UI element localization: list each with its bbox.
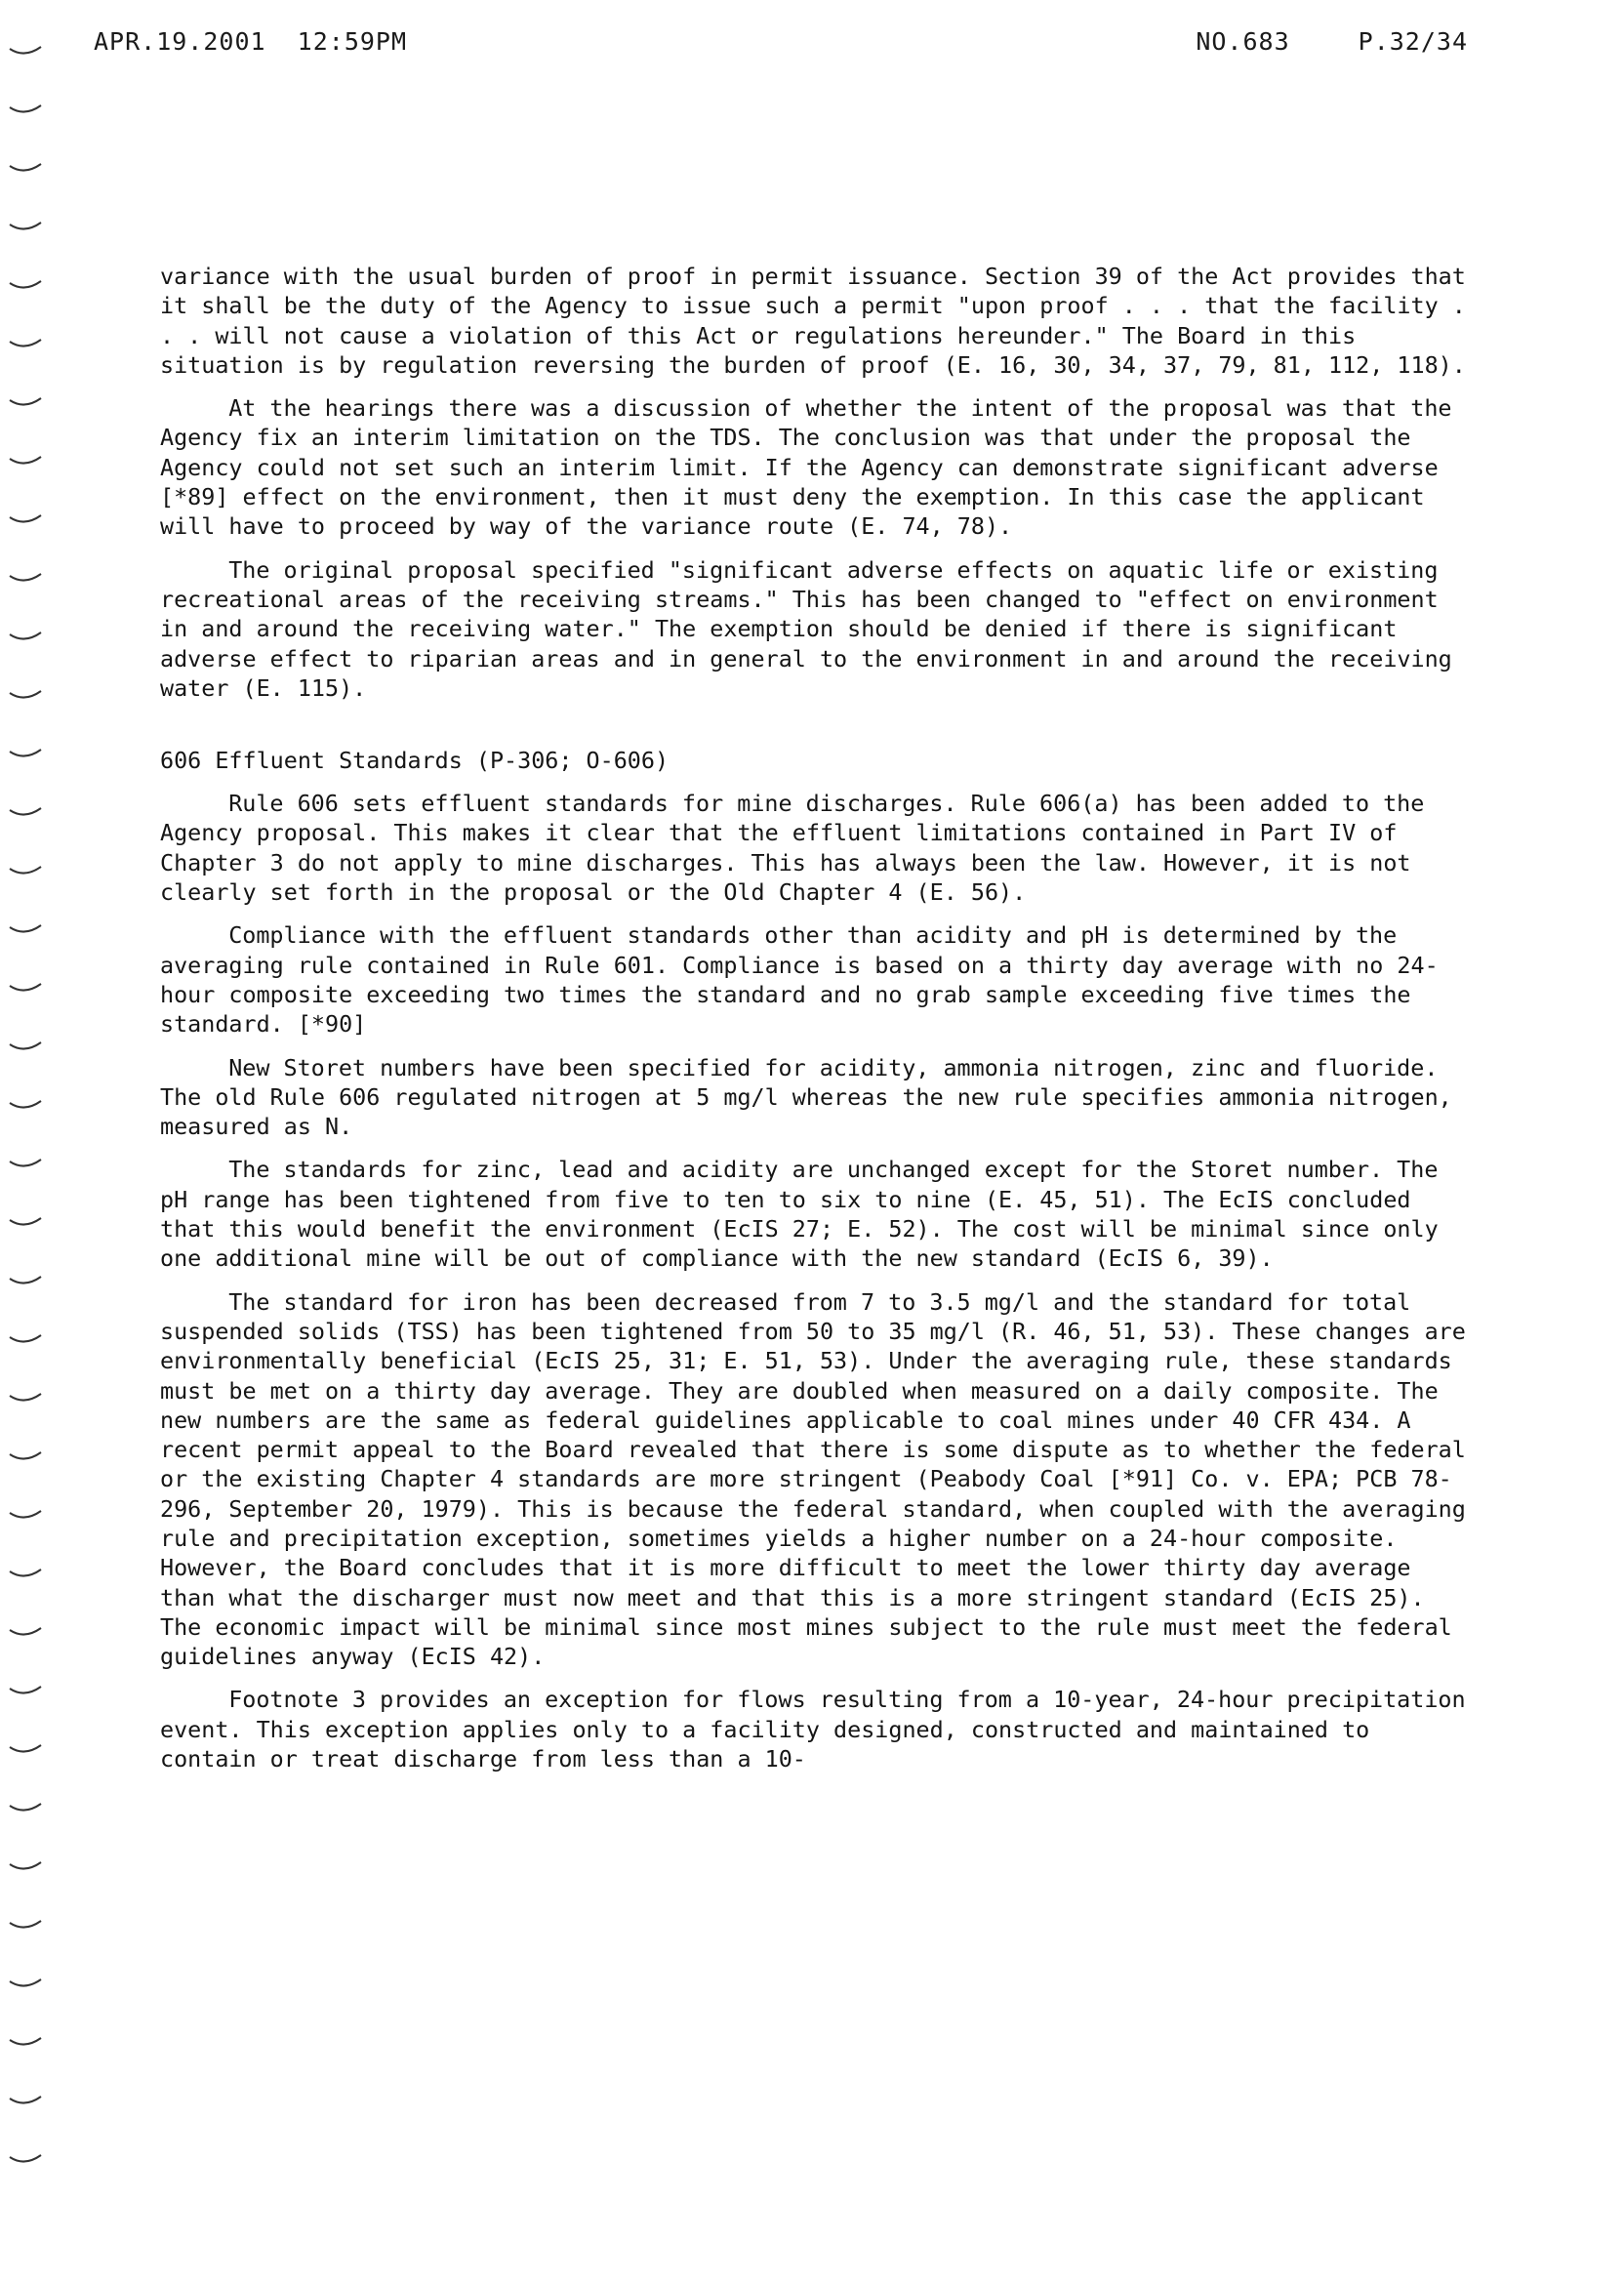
edge-mark (10, 632, 41, 639)
fax-page-info (1196, 27, 1468, 56)
binding-edge-marks (0, 29, 59, 2225)
edge-mark (10, 1218, 41, 1225)
edge-mark (10, 2097, 41, 2103)
edge-mark (10, 1921, 41, 1928)
edge-mark (10, 1394, 41, 1401)
edge-mark (10, 1804, 41, 1811)
edge-mark (10, 47, 41, 54)
edge-mark (10, 984, 41, 991)
edge-mark (10, 1745, 41, 1752)
edge-mark (10, 164, 41, 171)
edge-mark (10, 1042, 41, 1049)
edge-mark (10, 1862, 41, 1869)
edge-mark (10, 750, 41, 756)
edge-mark (10, 1511, 41, 1518)
edge-mark (10, 1335, 41, 1342)
paragraph: Footnote 3 provides an exception for flows resulting from a 10-year, 24-hour precipitation event. This exception applies only to a facility designed, constructed and maintained to contain or treat discharge from less than a 10- (160, 1686, 1466, 1773)
edge-mark (10, 1628, 41, 1635)
edge-mark (10, 1687, 41, 1693)
edge-mark (10, 2155, 41, 2162)
edge-mark (10, 867, 41, 874)
edge-mark (10, 808, 41, 815)
edge-mark (10, 281, 41, 288)
document-body (160, 262, 1468, 1787)
paragraph: The original proposal specified "significant adverse effects on aquatic life or existing recreational areas of the receiving streams." This has been changed to "effect on environment in and around the receiving water." The exemption should be denied if there is significant adverse effect to riparian areas and in general to the environment in and around the receiving water (E. 115). (160, 555, 1452, 702)
edge-mark (10, 515, 41, 522)
edge-mark (10, 2038, 41, 2045)
paragraph: The standards for zinc, lead and acidity are unchanged except for the Storet number. The pH range has been tightened from five to ten to six to nine (E. 45, 51). The EcIS concluded that this would benefit the environment (EcIS 27; E. 52). The cost will be minimal since only one additional mine will be out of compliance with the new standard (EcIS 6, 39). (160, 1156, 1439, 1273)
edge-mark (10, 1569, 41, 1576)
edge-mark (10, 925, 41, 932)
edge-mark (10, 398, 41, 405)
edge-mark (10, 1452, 41, 1459)
paragraph: The standard for iron has been decreased from 7 to 3.5 mg/l and the standard for total suspended solids (TSS) has been tightened from 50 to 35 mg/l (R. 46, 51, 53). These changes are environmentally beneficial (EcIS 25, 31; E. 51, 53). Under the averaging rule, these standards must be met on a thirty day average. They are doubled when measured on a daily composite. The new numbers are the same as federal guidelines applicable to coal mines under 40 CFR 434. A recent permit appeal to the Board revealed that there is some dispute as to whether the federal or the existing Chapter 4 standards are more stringent (Peabody Coal [*91] Co. v. EPA; PCB 78-296, September 20, 1979). This is because the federal standard, when coupled with the averaging rule and precipitation exception, sometimes yields a higher number on a 24-hour composite. However, the Board concludes that it is more difficult to meet the lower thirty day average than what the discharger must now meet and that this is a more stringent standard (EcIS 25). The economic impact will be minimal since most mines subject to the rule must meet the federal guidelines anyway (EcIS 42). (160, 1287, 1466, 1671)
edge-mark (10, 1160, 41, 1166)
edge-mark (10, 223, 41, 229)
paragraph: Rule 606 sets effluent standards for mine discharges. Rule 606(a) has been added to the Agency proposal. This makes it clear that the effluent limitations contained in Part IV of Chapter 3 do not apply to mine discharges. This has always been the law. However, it is not clearly set forth in the proposal or the Old Chapter 4 (E. 56). (160, 790, 1425, 907)
edge-mark (10, 1979, 41, 1986)
paragraph: Compliance with the effluent standards other than acidity and pH is determined by the averaging rule contained in Rule 601. Compliance is based on a thirty day average with no 24-hour composite exceeding two times the standard and no grab sample exceeding five times the standard. [*90] (160, 921, 1439, 1039)
edge-mark (10, 1277, 41, 1284)
edge-mark (10, 457, 41, 464)
edge-mark (10, 1101, 41, 1108)
fax-datetime: APR.19.2001 12:59PM (94, 27, 408, 56)
edge-mark (10, 340, 41, 346)
fax-page-number: P.32/34 (1358, 27, 1468, 56)
paragraph: New Storet numbers have been specified for acidity, ammonia nitrogen, zinc and fluoride. The old Rule 606 regulated nitrogen at 5 mg/l whereas the new rule specifies ammonia nitrogen, measured as N. (160, 1053, 1452, 1141)
edge-mark (10, 105, 41, 112)
fax-number: NO.683 (1196, 27, 1290, 56)
edge-mark (10, 574, 41, 581)
paragraph: At the hearings there was a discussion of whether the intent of the proposal was that the Agency fix an interim limitation on the TDS. The conclusion was that under the proposal the Agency could not set such an interim limit. If the Agency can demonstrate significant adverse [*89] effect on the environment, then it must deny the exemption. In this case the applicant will have to proceed by way of the variance route (E. 74, 78). (160, 394, 1452, 541)
section-heading: 606 Effluent Standards (P-306; O-606) (160, 747, 670, 775)
paragraph: variance with the usual burden of proof in permit issuance. Section 39 of the Act provides that it shall be the duty of the Agency to issue such a permit "upon proof . . . that the facility . . . will not cause a violation of this Act or regulations hereunder." The Board in this situation is by regulation reversing the burden of proof (E. 16, 30, 34, 37, 79, 81, 112, 118). (160, 263, 1466, 379)
edge-mark (10, 691, 41, 698)
